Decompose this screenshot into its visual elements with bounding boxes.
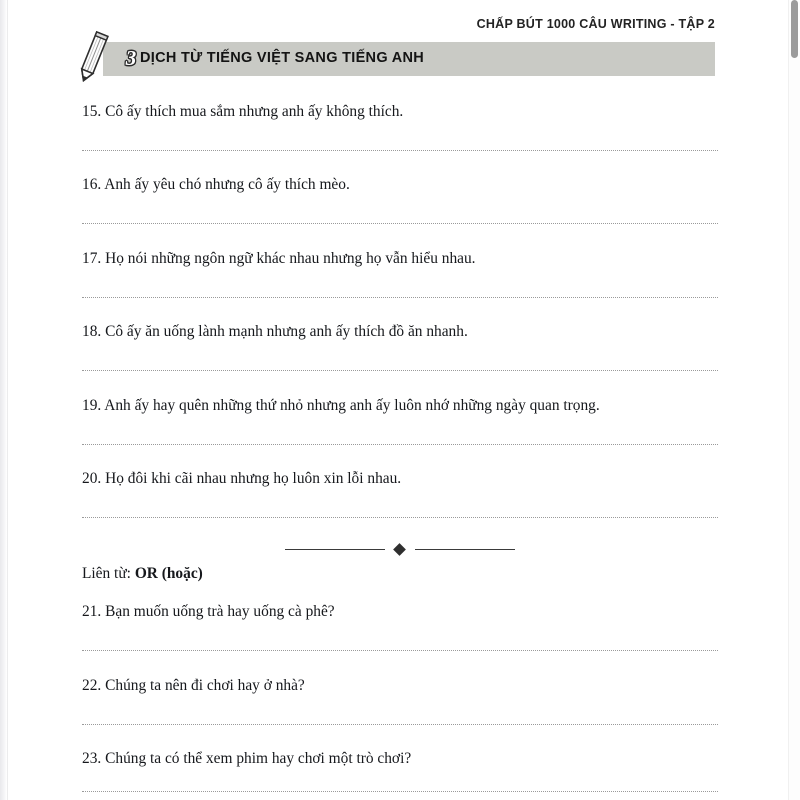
- section-divider: [285, 544, 515, 556]
- exercise-number: 20.: [82, 470, 102, 487]
- exercise-item: [82, 677, 305, 695]
- exercise-item: [82, 250, 476, 268]
- answer-line[interactable]: [82, 223, 718, 224]
- exercise-number: 23.: [82, 750, 102, 767]
- exercise-item: [82, 176, 350, 194]
- exercise-number: 17.: [82, 250, 102, 267]
- divider-bar-right: [415, 549, 515, 550]
- answer-line[interactable]: [82, 791, 718, 792]
- exercise-text: Cô ấy ăn uống lành mạnh nhưng anh ấy thích đồ ăn nhanh.: [105, 323, 468, 340]
- exercise-number: 19.: [82, 397, 102, 414]
- answer-line[interactable]: [82, 650, 718, 651]
- exercise-text: Họ đôi khi cãi nhau nhưng họ luôn xin lỗi nhau.: [105, 470, 402, 487]
- exercise-item: [82, 603, 335, 621]
- running-header: CHẤP BÚT 1000 CÂU WRITING - TẬP 2: [476, 17, 715, 31]
- exercise-text: Chúng ta có thể xem phim hay chơi một trò chơi?: [105, 750, 412, 767]
- divider-bar-left: [285, 549, 385, 550]
- conjunction-value: OR (hoặc): [134, 565, 203, 582]
- exercise-text: Bạn muốn uống trà hay uống cà phê?: [105, 603, 335, 620]
- exercise-item: [82, 750, 411, 768]
- page-left-edge: [0, 0, 8, 800]
- exercise-text: Anh ấy hay quên những thứ nhỏ nhưng anh ấy luôn nhớ những ngày quan trọng.: [104, 397, 600, 414]
- pencil-icon: [68, 28, 116, 86]
- vertical-scrollbar[interactable]: [788, 0, 800, 800]
- exercise-number: 18.: [82, 323, 102, 340]
- section-number: 3: [125, 46, 137, 70]
- exercise-number: 16.: [82, 176, 102, 193]
- exercise-item: [82, 323, 468, 341]
- answer-line[interactable]: [82, 444, 718, 445]
- conjunction-note: [82, 565, 203, 583]
- answer-line[interactable]: [82, 724, 718, 725]
- answer-line[interactable]: [82, 297, 718, 298]
- section-title: DỊCH TỪ TIẾNG VIỆT SANG TIẾNG ANH: [140, 50, 425, 66]
- scrollbar-thumb[interactable]: [791, 0, 798, 58]
- answer-line[interactable]: [82, 517, 718, 518]
- exercise-item: [82, 397, 600, 415]
- exercise-number: 21.: [82, 603, 102, 620]
- exercise-number: 15.: [82, 103, 102, 120]
- answer-line[interactable]: [82, 150, 718, 151]
- exercise-number: 22.: [82, 677, 102, 694]
- exercise-text: Cô ấy thích mua sắm nhưng anh ấy không thích.: [105, 103, 404, 120]
- divider-diamond-icon: [393, 543, 406, 556]
- exercise-item: [82, 103, 403, 121]
- conjunction-label: Liên từ:: [82, 565, 131, 582]
- exercise-text: Anh ấy yêu chó nhưng cô ấy thích mèo.: [104, 176, 350, 193]
- exercise-text: Họ nói những ngôn ngữ khác nhau nhưng họ vẫn hiểu nhau.: [105, 250, 476, 267]
- exercise-item: [82, 470, 401, 488]
- answer-line[interactable]: [82, 370, 718, 371]
- exercise-text: Chúng ta nên đi chơi hay ở nhà?: [105, 677, 305, 694]
